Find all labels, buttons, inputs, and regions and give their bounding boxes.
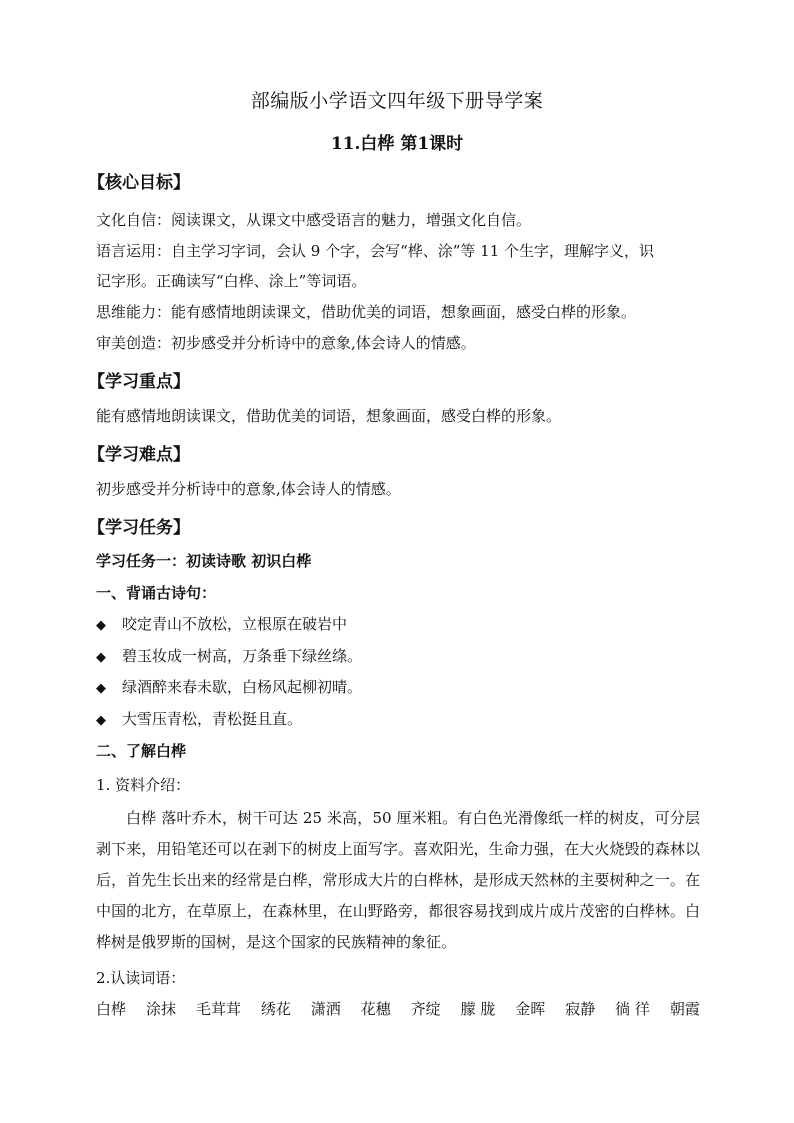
core-goal-line: 思维能力：能有感情地朗读课文，借助优美的词语，想象画面，感受白桦的形象。 bbox=[96, 303, 637, 321]
core-goals-heading: 【核心目标】 bbox=[88, 173, 190, 193]
vocab-word: 朝霞 bbox=[669, 1000, 700, 1018]
section-birch-title: 二、了解白桦 bbox=[96, 742, 187, 760]
document-title: 部编版小学语文四年级下册导学案 bbox=[250, 90, 544, 112]
difficulties-heading: 【学习难点】 bbox=[88, 445, 190, 465]
key-points-text: 能有感情地朗读课文，借助优美的词语，想象画面，感受白桦的形象。 bbox=[96, 407, 562, 425]
poem-item: ◆ 大雪压青松，青松挺且直。 bbox=[96, 710, 303, 728]
vocab-word: 涂抹 bbox=[145, 1000, 176, 1018]
diamond-bullet-icon: ◆ bbox=[96, 650, 106, 665]
core-goal-line: 审美创造：初步感受并分析诗中的意象,体会诗人的情感。 bbox=[96, 334, 476, 352]
core-goal-line: 记字形。正确读写“白桦、涂上”等词语。 bbox=[96, 272, 367, 290]
vocab-word: 毛茸茸 bbox=[195, 1000, 241, 1018]
section-recite-title: 一、背诵古诗句： bbox=[96, 584, 217, 602]
poem-item: ◆ 咬定青山不放松，立根原在破岩中 bbox=[96, 615, 348, 633]
vocab-word: 花穗 bbox=[360, 1000, 391, 1018]
vocab-word: 潇洒 bbox=[310, 1000, 341, 1018]
tasks-heading: 【学习任务】 bbox=[88, 518, 190, 538]
diamond-bullet-icon: ◆ bbox=[96, 618, 106, 633]
key-points-heading: 【学习重点】 bbox=[88, 372, 190, 392]
poem-item: ◆ 绿酒醉来春未歇，白杨风起柳初晴。 bbox=[96, 678, 363, 696]
task-one-title: 学习任务一：初读诗歌 初识白桦 bbox=[96, 552, 312, 570]
diamond-bullet-icon: ◆ bbox=[96, 681, 106, 696]
vocab-word: 朦 胧 bbox=[460, 1000, 496, 1018]
vocab-word: 齐绽 bbox=[410, 1000, 441, 1018]
diamond-bullet-icon: ◆ bbox=[96, 713, 106, 728]
difficulties-text: 初步感受并分析诗中的意象,体会诗人的情感。 bbox=[96, 480, 401, 498]
vocab-word: 寂静 bbox=[565, 1000, 596, 1018]
vocab-word: 金晖 bbox=[515, 1000, 546, 1018]
vocab-word: 绣花 bbox=[260, 1000, 291, 1018]
vocab-label: 2.认读词语： bbox=[96, 969, 186, 987]
vocab-list bbox=[96, 998, 700, 1019]
core-goal-line: 文化自信：阅读课文，从课文中感受语言的魅力，增强文化自信。 bbox=[96, 211, 532, 229]
birch-intro-paragraph: 白桦 落叶乔木，树干可达 25 米高，50 厘米粗。有白色光滑像纸一样的树皮，可分层剥下来，用铅笔还可以在剥下的树皮上面写字。喜欢阳光，生命力强，在大火烧毁的森林以后，首先生长出来的经常是白桦，常形成大片的白桦林，是形成天然林的主要树种之一。在中国的北方，在草原上，在森林里，在山野路旁，都很容易找到成片成片茂密的白桦林。白桦树是俄罗斯的国树，是这个国家的民族精神的象征。 bbox=[96, 809, 700, 951]
vocab-word: 徜 徉 bbox=[615, 1000, 650, 1018]
poem-item: ◆ 碧玉妆成一树高，万条垂下绿丝绦。 bbox=[96, 647, 363, 665]
vocab-word: 白桦 bbox=[96, 1000, 127, 1018]
core-goal-line: 语言运用：自主学习字词，会认 9 个字，会写“桦、涂”等 11 个生字，理解字义，识 bbox=[96, 242, 655, 260]
intro-label: 1. 资料介绍： bbox=[96, 776, 191, 794]
lesson-subtitle: 11.白桦 第1课时 bbox=[330, 134, 464, 154]
